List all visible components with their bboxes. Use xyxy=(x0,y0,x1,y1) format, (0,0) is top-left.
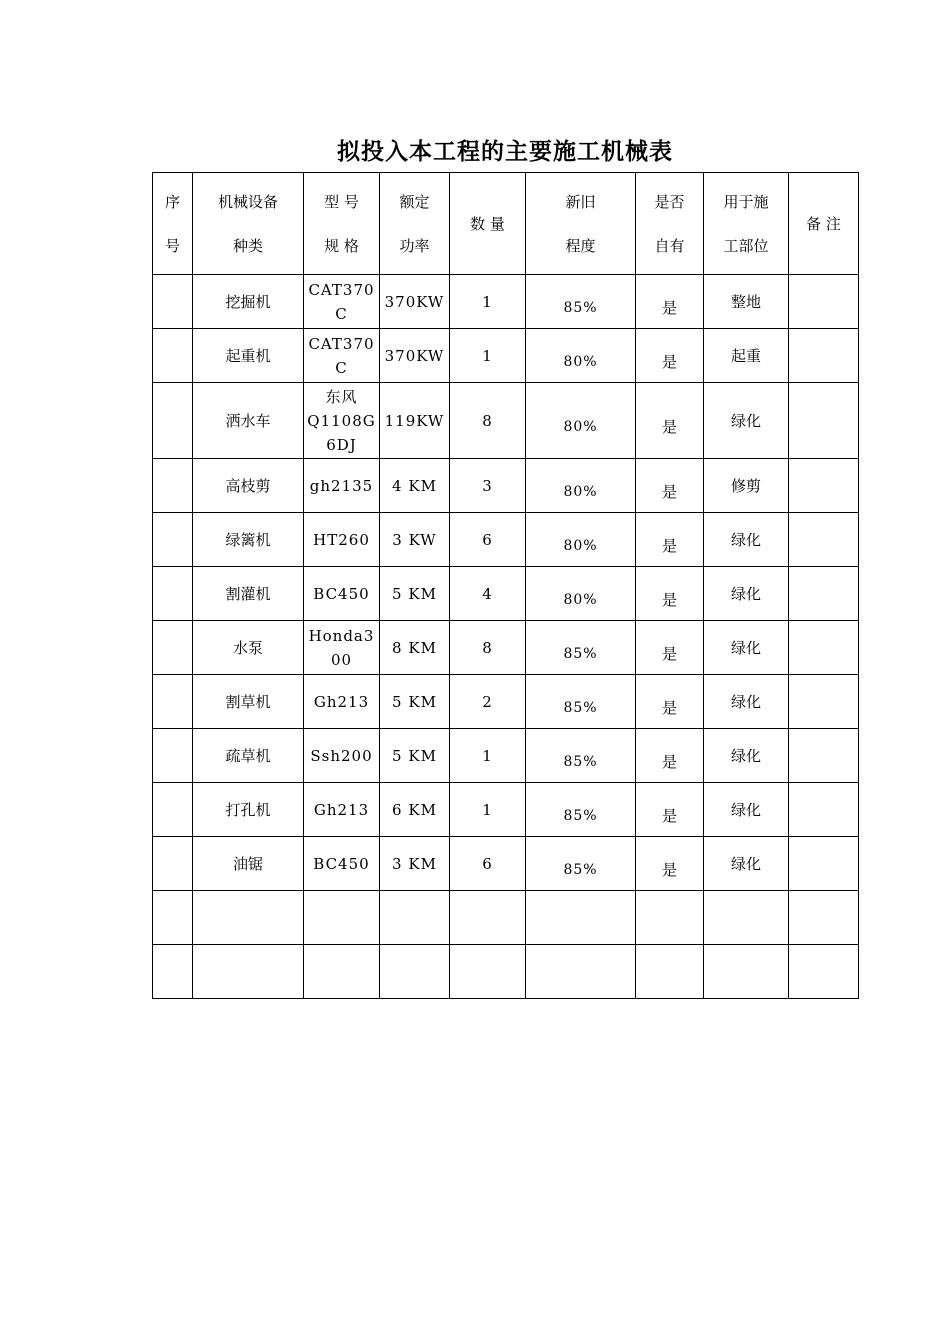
table-row xyxy=(153,275,859,329)
cell-qty: 1 xyxy=(450,329,526,383)
cell-cond xyxy=(526,275,636,329)
cell-model xyxy=(304,383,380,459)
header-model-line2: 规 格 xyxy=(324,236,359,255)
cell-use: 绿化 xyxy=(704,783,789,837)
cell-qty xyxy=(450,891,526,945)
cell-note xyxy=(789,675,859,729)
cell-cond xyxy=(526,567,636,621)
cell-model xyxy=(304,621,380,675)
cell-power: 119KW xyxy=(380,383,450,459)
cell-use xyxy=(704,945,789,999)
cell-cond-value: 85% xyxy=(563,700,598,716)
cell-use: 绿化 xyxy=(704,729,789,783)
cell-cond xyxy=(526,891,636,945)
cell-seq xyxy=(153,275,193,329)
cell-model-line: HT260 xyxy=(313,530,370,549)
cell-note xyxy=(789,567,859,621)
header-name-line1: 机械设备 xyxy=(217,192,278,211)
cell-cond xyxy=(526,513,636,567)
cell-cond-value: 80% xyxy=(563,354,598,370)
cell-qty: 3 xyxy=(450,459,526,513)
header-use xyxy=(704,173,789,275)
cell-model xyxy=(304,513,380,567)
cell-name: 高枝剪 xyxy=(193,459,304,513)
cell-use: 绿化 xyxy=(704,675,789,729)
cell-model-line: Honda3 xyxy=(308,626,375,645)
header-qty-label: 数 量 xyxy=(470,214,505,233)
cell-own-value: 是 xyxy=(661,536,677,555)
cell-use: 绿化 xyxy=(704,567,789,621)
cell-seq xyxy=(153,513,193,567)
cell-note xyxy=(789,329,859,383)
cell-power: 3 KW xyxy=(380,513,450,567)
cell-name: 割灌机 xyxy=(193,567,304,621)
cell-model-line: Q1108G xyxy=(307,411,376,430)
cell-power: 4 KM xyxy=(380,459,450,513)
cell-seq xyxy=(153,837,193,891)
cell-use: 绿化 xyxy=(704,383,789,459)
cell-use: 修剪 xyxy=(704,459,789,513)
header-seq-line1: 序 xyxy=(164,192,180,211)
header-own-line1: 是否 xyxy=(654,192,685,211)
cell-cond xyxy=(526,621,636,675)
cell-seq xyxy=(153,459,193,513)
cell-own-value: 是 xyxy=(661,590,677,609)
cell-cond xyxy=(526,729,636,783)
cell-model-line: CAT370 xyxy=(308,334,375,353)
cell-own-value: 是 xyxy=(661,752,677,771)
cell-cond-value: 85% xyxy=(563,808,598,824)
cell-seq xyxy=(153,783,193,837)
cell-name xyxy=(193,891,304,945)
cell-cond-value: 85% xyxy=(563,300,598,316)
cell-model-line: C xyxy=(335,358,348,377)
cell-power: 370KW xyxy=(380,275,450,329)
cell-own xyxy=(636,513,704,567)
cell-cond xyxy=(526,837,636,891)
cell-cond-value: 80% xyxy=(563,538,598,554)
table-row xyxy=(153,945,859,999)
table-row xyxy=(153,329,859,383)
header-power-line2: 功率 xyxy=(399,236,430,255)
table-row xyxy=(153,675,859,729)
cell-model xyxy=(304,275,380,329)
cell-model-line: C xyxy=(335,304,348,323)
cell-name: 割草机 xyxy=(193,675,304,729)
cell-own-value: 是 xyxy=(661,698,677,717)
cell-note xyxy=(789,837,859,891)
cell-model xyxy=(304,675,380,729)
cell-own-value: 是 xyxy=(661,352,677,371)
cell-qty: 1 xyxy=(450,729,526,783)
cell-note xyxy=(789,945,859,999)
table-row xyxy=(153,891,859,945)
cell-use: 绿化 xyxy=(704,513,789,567)
cell-power: 370KW xyxy=(380,329,450,383)
header-seq-line2: 号 xyxy=(164,236,180,255)
cell-cond xyxy=(526,383,636,459)
cell-qty xyxy=(450,945,526,999)
cell-use xyxy=(704,891,789,945)
table-row xyxy=(153,513,859,567)
table-body xyxy=(153,275,859,999)
cell-own xyxy=(636,729,704,783)
cell-own xyxy=(636,675,704,729)
header-cond-line2: 程度 xyxy=(565,236,596,255)
cell-model-line: 东风 xyxy=(325,387,358,406)
cell-own xyxy=(636,329,704,383)
cell-use: 起重 xyxy=(704,329,789,383)
cell-model xyxy=(304,329,380,383)
cell-name: 挖掘机 xyxy=(193,275,304,329)
cell-name: 洒水车 xyxy=(193,383,304,459)
cell-model-line: BC450 xyxy=(313,584,370,603)
header-model-line1: 型 号 xyxy=(324,192,359,211)
cell-model-line: 00 xyxy=(330,650,353,669)
cell-seq xyxy=(153,621,193,675)
cell-own xyxy=(636,567,704,621)
page-title: 拟投入本工程的主要施工机械表 xyxy=(337,139,673,165)
cell-name: 打孔机 xyxy=(193,783,304,837)
cell-name: 绿篱机 xyxy=(193,513,304,567)
cell-qty: 2 xyxy=(450,675,526,729)
cell-own-value: 是 xyxy=(661,644,677,663)
cell-cond-value: 80% xyxy=(563,419,598,435)
cell-seq xyxy=(153,945,193,999)
cell-own-value: 是 xyxy=(661,298,677,317)
table-row xyxy=(153,567,859,621)
cell-own xyxy=(636,945,704,999)
header-use-line1: 用于施 xyxy=(723,192,769,211)
cell-name: 油锯 xyxy=(193,837,304,891)
cell-cond xyxy=(526,783,636,837)
header-name-line2: 种类 xyxy=(232,236,263,255)
cell-power: 5 KM xyxy=(380,729,450,783)
cell-cond xyxy=(526,945,636,999)
cell-own xyxy=(636,383,704,459)
cell-cond-value: 85% xyxy=(563,646,598,662)
cell-seq xyxy=(153,729,193,783)
cell-use: 绿化 xyxy=(704,621,789,675)
cell-cond-value: 80% xyxy=(563,592,598,608)
header-note-label: 备 注 xyxy=(806,214,841,233)
cell-cond-value: 85% xyxy=(563,754,598,770)
cell-qty: 1 xyxy=(450,783,526,837)
header-qty xyxy=(450,173,526,275)
header-power-line1: 额定 xyxy=(399,192,430,211)
header-use-line2: 工部位 xyxy=(723,236,769,255)
header-cond-line1: 新旧 xyxy=(565,192,596,211)
cell-own xyxy=(636,837,704,891)
cell-own-value: 是 xyxy=(661,860,677,879)
table-row xyxy=(153,729,859,783)
header-cond xyxy=(526,173,636,275)
cell-cond-value: 80% xyxy=(563,484,598,500)
header-name xyxy=(193,173,304,275)
cell-power: 8 KM xyxy=(380,621,450,675)
header-note xyxy=(789,173,859,275)
cell-power xyxy=(380,891,450,945)
cell-name: 疏草机 xyxy=(193,729,304,783)
cell-note xyxy=(789,783,859,837)
cell-seq xyxy=(153,675,193,729)
cell-power: 6 KM xyxy=(380,783,450,837)
cell-model xyxy=(304,783,380,837)
cell-seq xyxy=(153,891,193,945)
cell-power: 3 KM xyxy=(380,837,450,891)
cell-note xyxy=(789,513,859,567)
cell-power xyxy=(380,945,450,999)
cell-model-line: BC450 xyxy=(313,854,370,873)
cell-qty: 8 xyxy=(450,383,526,459)
cell-cond xyxy=(526,675,636,729)
cell-own xyxy=(636,459,704,513)
cell-note xyxy=(789,383,859,459)
table-row xyxy=(153,621,859,675)
header-model xyxy=(304,173,380,275)
cell-model xyxy=(304,891,380,945)
cell-own-value: 是 xyxy=(661,482,677,501)
cell-note xyxy=(789,729,859,783)
cell-own xyxy=(636,783,704,837)
cell-seq xyxy=(153,567,193,621)
cell-own xyxy=(636,891,704,945)
cell-model xyxy=(304,459,380,513)
cell-power: 5 KM xyxy=(380,675,450,729)
table-row xyxy=(153,383,859,459)
cell-note xyxy=(789,891,859,945)
table-row xyxy=(153,783,859,837)
cell-model xyxy=(304,945,380,999)
cell-qty: 1 xyxy=(450,275,526,329)
table-row xyxy=(153,459,859,513)
cell-cond xyxy=(526,329,636,383)
cell-model xyxy=(304,837,380,891)
cell-seq xyxy=(153,329,193,383)
cell-own xyxy=(636,621,704,675)
machinery-table xyxy=(152,172,859,999)
cell-use: 整地 xyxy=(704,275,789,329)
cell-qty: 6 xyxy=(450,513,526,567)
cell-name: 水泵 xyxy=(193,621,304,675)
table-row xyxy=(153,837,859,891)
cell-own-value: 是 xyxy=(661,417,677,436)
cell-cond xyxy=(526,459,636,513)
cell-model-line: Gh213 xyxy=(313,692,370,711)
cell-power: 5 KM xyxy=(380,567,450,621)
header-own-line2: 自有 xyxy=(654,236,685,255)
cell-use: 绿化 xyxy=(704,837,789,891)
header-row xyxy=(153,173,859,275)
cell-model xyxy=(304,567,380,621)
cell-note xyxy=(789,275,859,329)
cell-model xyxy=(304,729,380,783)
cell-name: 起重机 xyxy=(193,329,304,383)
cell-model-line: CAT370 xyxy=(308,280,375,299)
header-seq xyxy=(153,173,193,275)
cell-note xyxy=(789,459,859,513)
cell-note xyxy=(789,621,859,675)
cell-model-line: Gh213 xyxy=(313,800,370,819)
header-own xyxy=(636,173,704,275)
cell-qty: 8 xyxy=(450,621,526,675)
cell-own xyxy=(636,275,704,329)
cell-cond-value: 85% xyxy=(563,862,598,878)
cell-model-line: gh2135 xyxy=(309,476,374,495)
cell-model-line: Ssh200 xyxy=(310,746,373,765)
cell-qty: 6 xyxy=(450,837,526,891)
cell-own-value: 是 xyxy=(661,806,677,825)
header-power xyxy=(380,173,450,275)
cell-model-line: 6DJ xyxy=(326,435,357,454)
cell-seq xyxy=(153,383,193,459)
cell-qty: 4 xyxy=(450,567,526,621)
cell-name xyxy=(193,945,304,999)
